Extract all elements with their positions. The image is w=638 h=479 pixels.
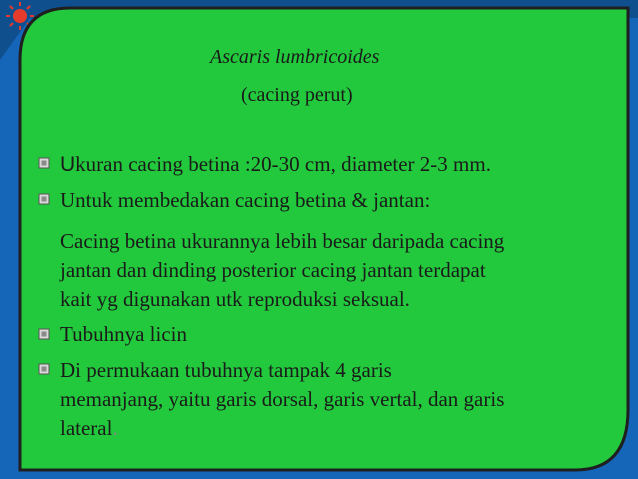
paragraph-line-1: Cacing betina ukurannya lebih besar daripada cacing (60, 229, 505, 253)
bullet-1-rest: kuran cacing betina :20-30 cm, diameter 2-3 mm. (75, 152, 491, 176)
bullet-4-trailing-period: . (112, 416, 118, 440)
bullet-icon (38, 193, 50, 205)
bullet-icon (38, 328, 50, 340)
bullet-1-text (60, 152, 491, 177)
bullet-icon (38, 157, 50, 169)
bullet-4-line-3 (60, 416, 118, 440)
bullet-4-line-1: Di permukaan tubuhnya tampak 4 garis (60, 358, 392, 382)
slide-subtitle: (cacing perut) (241, 84, 353, 106)
bullet-2-text: Untuk membedakan cacing betina & jantan: (60, 188, 431, 212)
bullet-icon (38, 363, 50, 375)
bullet-4-line-2: memanjang, yaitu garis dorsal, garis vertal, dan garis (60, 387, 505, 411)
bullet-4-last-word: lateral (60, 416, 113, 440)
paragraph-line-3: kait yg digunakan utk reproduksi seksual. (60, 287, 410, 311)
bullet-1-first-letter: U (60, 153, 76, 176)
bullet-3-text: Tubuhnya licin (60, 322, 187, 346)
slide-title: Ascaris lumbricoides (210, 46, 380, 68)
paragraph-line-2: jantan dan dinding posterior cacing jantan terdapat (60, 258, 486, 282)
